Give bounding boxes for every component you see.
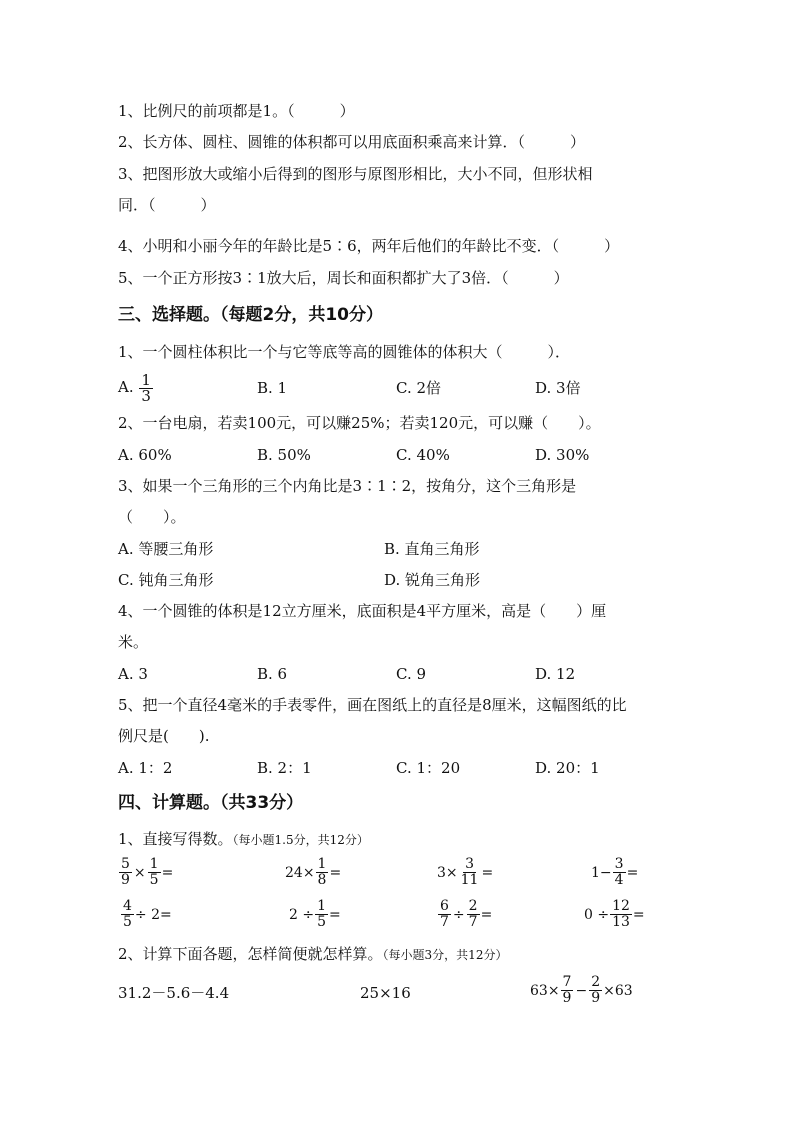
expression-8: 0 ÷ $\frac{12}{13}$ = bbox=[584, 898, 645, 930]
choice-q3-option-b: B. 直角三角形 bbox=[384, 540, 480, 558]
choice-q4-option-d: D. 12 bbox=[535, 665, 576, 683]
expression-2: 24× $\frac{1}{8}$ = bbox=[285, 856, 342, 888]
section-3-title: 三、选择题。（每题2分，共10分） bbox=[118, 305, 383, 325]
choice-q2-stem: 2、一台电扇，若卖100元，可以赚25%；若卖120元，可以赚（ ）。 bbox=[118, 414, 601, 432]
expression-6: 2 ÷ $\frac{1}{5}$ = bbox=[289, 898, 341, 930]
calc-expression-2: 25×16 bbox=[360, 984, 411, 1002]
choice-q2-option-b: B. 50% bbox=[257, 446, 311, 464]
expression-7: $\frac{6}{7}$ ÷ $\frac{2}{7}$ = bbox=[440, 898, 493, 930]
judgement-item-4: 4、小明和小丽今年的年龄比是5∶6，两年后他们的年龄比不变．（ ） bbox=[118, 237, 620, 255]
choice-q5-option-b: B. 2：1 bbox=[257, 759, 312, 777]
choice-q2-option-a: A. 60% bbox=[118, 446, 172, 464]
choice-q1-option-d: D. 3倍 bbox=[535, 379, 581, 397]
fraction: $\frac{1}{3}$ bbox=[141, 370, 151, 405]
choice-q3-stem-line-2: （ ）。 bbox=[118, 508, 186, 526]
calc-q2-instruction: 2、计算下面各题，怎样简便就怎样算。（每小题3分，共12分） bbox=[118, 945, 508, 963]
choice-q5-option-c: C. 1：20 bbox=[396, 759, 461, 777]
choice-q3-option-a: A. 等腰三角形 bbox=[118, 540, 214, 558]
expression-5: $\frac{4}{5}$ ÷ 2= bbox=[123, 898, 172, 930]
calc-q1-instruction: 1、直接写得数。（每小题1.5分，共12分） bbox=[118, 830, 369, 848]
section-4-title: 四、计算题。（共33分） bbox=[118, 793, 304, 813]
choice-q4-option-c: C. 9 bbox=[396, 665, 427, 683]
judgement-item-1: 1、比例尺的前项都是1。（ ） bbox=[118, 102, 355, 120]
expression-4: 1− $\frac{3}{4}$ = bbox=[591, 856, 639, 888]
choice-q3-stem-line-1: 3、如果一个三角形的三个内角比是3∶1∶2，按角分，这个三角形是 bbox=[118, 477, 577, 495]
expression-3: 3× $\frac{3}{11}$ = bbox=[437, 856, 494, 888]
choice-q1-option-b: B. 1 bbox=[257, 379, 288, 397]
choice-q1-option-a: A. $\frac{1}{3}$ bbox=[118, 370, 151, 405]
choice-q5-option-a: A. 1：2 bbox=[118, 759, 173, 777]
judgement-item-2: 2、长方体、圆柱、圆锥的体积都可以用底面积乘高来计算．（ ） bbox=[118, 133, 586, 151]
choice-q3-option-d: D. 锐角三角形 bbox=[384, 571, 481, 589]
choice-q4-option-b: B. 6 bbox=[257, 665, 288, 683]
choice-q3-option-c: C. 钝角三角形 bbox=[118, 571, 214, 589]
choice-q4-stem-line-2: 米。 bbox=[118, 633, 149, 651]
choice-q1-option-c: C. 2倍 bbox=[396, 379, 442, 397]
expression-1: $\frac{5}{9}$ × $\frac{1}{5}$ = bbox=[121, 856, 174, 888]
choice-q2-option-d: D. 30% bbox=[535, 446, 590, 464]
judgement-item-5: 5、一个正方形按3∶1放大后，周长和面积都扩大了3倍．（ ） bbox=[118, 269, 569, 287]
choice-q2-option-c: C. 40% bbox=[396, 446, 450, 464]
choice-q4-option-a: A. 3 bbox=[118, 665, 148, 683]
judgement-item-3-line-2: 同．（ ） bbox=[118, 196, 216, 214]
calc-expression-1: 31.2－5.6－4.4 bbox=[118, 984, 230, 1002]
choice-q5-option-d: D. 20：1 bbox=[535, 759, 600, 777]
choice-q1-stem: 1、一个圆柱体积比一个与它等底等高的圆锥体的体积大（ ）． bbox=[118, 343, 571, 361]
calc-expression-3: 63× $\frac{7}{9}$ − $\frac{2}{9}$ ×63 bbox=[530, 974, 633, 1006]
judgement-item-3-line-1: 3、把图形放大或缩小后得到的图形与原图形相比，大小不同，但形状相 bbox=[118, 165, 593, 183]
choice-q5-stem-line-2: 例尺是( ). bbox=[118, 727, 210, 745]
choice-q5-stem-line-1: 5、把一个直径4毫米的手表零件，画在图纸上的直径是8厘米，这幅图纸的比 bbox=[118, 696, 627, 714]
choice-q4-stem-line-1: 4、一个圆锥的体积是12立方厘米，底面积是4平方厘米，高是（ ）厘 bbox=[118, 602, 607, 620]
